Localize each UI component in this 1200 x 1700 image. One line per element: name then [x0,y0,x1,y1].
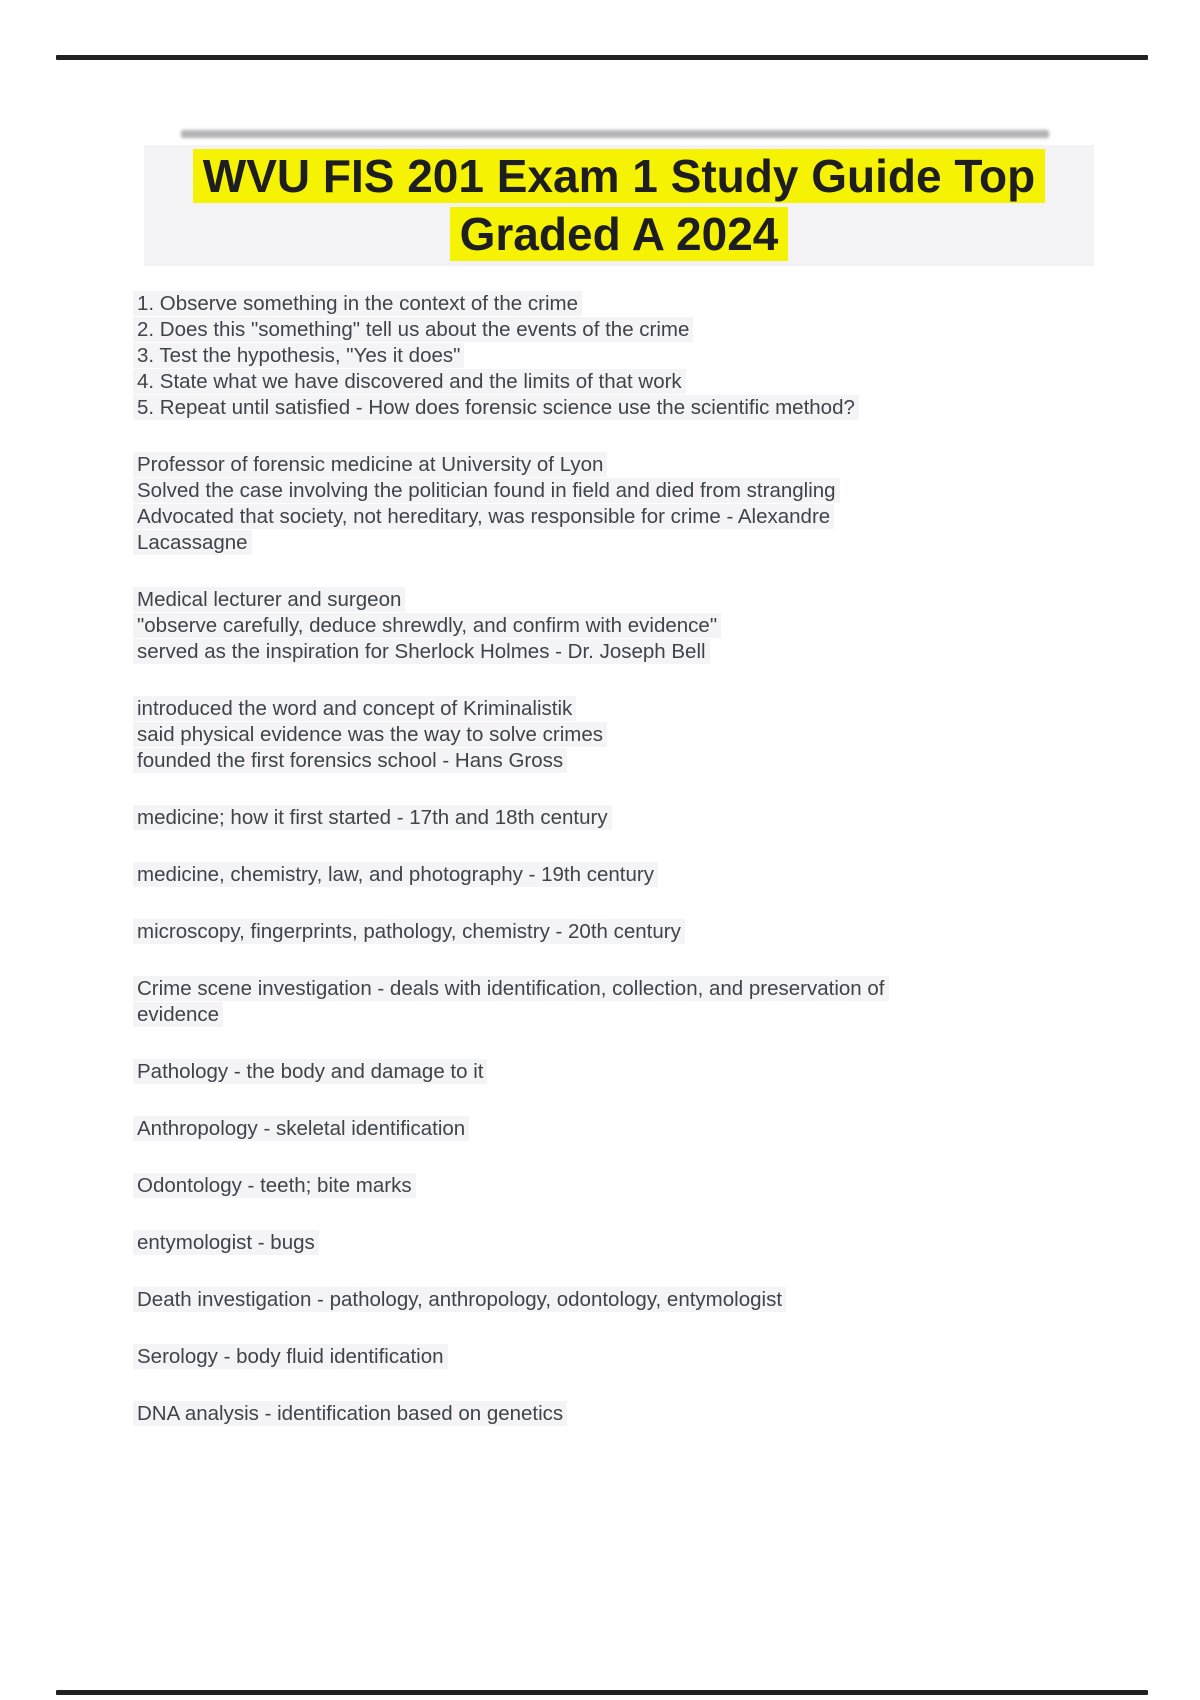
text-line [133,696,1063,722]
text-line-highlight: Lacassagne [133,530,252,555]
text-line [133,639,1063,665]
text-line-highlight: Medical lecturer and surgeon [133,587,405,612]
text-line-highlight: "observe carefully, deduce shrewdly, and confirm with evidence" [133,613,721,638]
text-line-highlight: medicine, chemistry, law, and photography - 19th century [133,862,658,887]
text-line-highlight: Anthropology - skeletal identification [133,1116,469,1141]
paragraph [133,452,1063,556]
text-line-highlight: served as the inspiration for Sherlock Holmes - Dr. Joseph Bell [133,639,710,664]
text-line [133,976,1063,1002]
paragraph [133,976,1063,1028]
page-title-line-2: Graded A 2024 [450,207,789,261]
paragraph [133,291,1063,421]
text-line-highlight: 5. Repeat until satisfied - How does forensic science use the scientific method? [133,395,859,420]
text-line-highlight: medicine; how it first started - 17th and 18th century [133,805,612,830]
text-line [133,1173,1063,1199]
text-line-highlight: Crime scene investigation - deals with identification, collection, and preservation of [133,976,889,1001]
paragraph [133,1173,1063,1199]
text-line [133,1059,1063,1085]
text-line-highlight: Solved the case involving the politician found in field and died from strangling [133,478,840,503]
paragraph [133,862,1063,888]
paragraph [133,1230,1063,1256]
text-line [133,722,1063,748]
text-line-highlight: introduced the word and concept of Kriminalistik [133,696,576,721]
text-line [133,317,1063,343]
text-line-highlight: entymologist - bugs [133,1230,319,1255]
text-line [133,369,1063,395]
text-line [133,1344,1063,1370]
text-line-highlight: said physical evidence was the way to solve crimes [133,722,607,747]
text-line-highlight: 4. State what we have discovered and the limits of that work [133,369,686,394]
text-line [133,395,1063,421]
text-line [133,613,1063,639]
bottom-border-line [56,1690,1148,1695]
paragraph [133,1059,1063,1085]
paragraph [133,919,1063,945]
text-line-highlight: 1. Observe something in the context of the crime [133,291,582,316]
text-line-highlight: evidence [133,1002,223,1027]
paragraph [133,1116,1063,1142]
page-title-line-1: WVU FIS 201 Exam 1 Study Guide Top [193,149,1045,203]
text-line [133,1401,1063,1427]
text-line [133,587,1063,613]
text-line [133,452,1063,478]
text-line-highlight: Advocated that society, not hereditary, was responsible for crime - Alexandre [133,504,834,529]
text-line-highlight: DNA analysis - identification based on genetics [133,1401,567,1426]
text-line [133,1230,1063,1256]
text-line [133,919,1063,945]
text-line [133,1002,1063,1028]
text-line [133,1116,1063,1142]
text-line-highlight: 2. Does this "something" tell us about the events of the crime [133,317,693,342]
paragraph [133,1287,1063,1313]
text-line-highlight: Odontology - teeth; bite marks [133,1173,416,1198]
text-line [133,862,1063,888]
text-line-highlight: 3. Test the hypothesis, "Yes it does" [133,343,464,368]
text-line [133,530,1063,556]
text-line-highlight: founded the first forensics school - Hans Gross [133,748,567,773]
text-line-highlight: microscopy, fingerprints, pathology, chemistry - 20th century [133,919,685,944]
text-line [133,805,1063,831]
text-line [133,748,1063,774]
text-line [133,504,1063,530]
text-line-highlight: Pathology - the body and damage to it [133,1059,487,1084]
text-line-highlight: Serology - body fluid identification [133,1344,448,1369]
paragraph [133,696,1063,774]
paragraph [133,587,1063,665]
text-line [133,478,1063,504]
paragraph [133,1401,1063,1427]
text-line [133,1287,1063,1313]
text-line [133,343,1063,369]
paragraph [133,1344,1063,1370]
text-line-highlight: Death investigation - pathology, anthropology, odontology, entymologist [133,1287,786,1312]
document-body [133,291,1063,1458]
top-border-line [56,55,1148,60]
paragraph [133,805,1063,831]
title-block [144,145,1094,266]
title-ghost-artifact [181,130,1049,138]
page-title [144,147,1094,263]
text-line [133,291,1063,317]
text-line-highlight: Professor of forensic medicine at University of Lyon [133,452,607,477]
